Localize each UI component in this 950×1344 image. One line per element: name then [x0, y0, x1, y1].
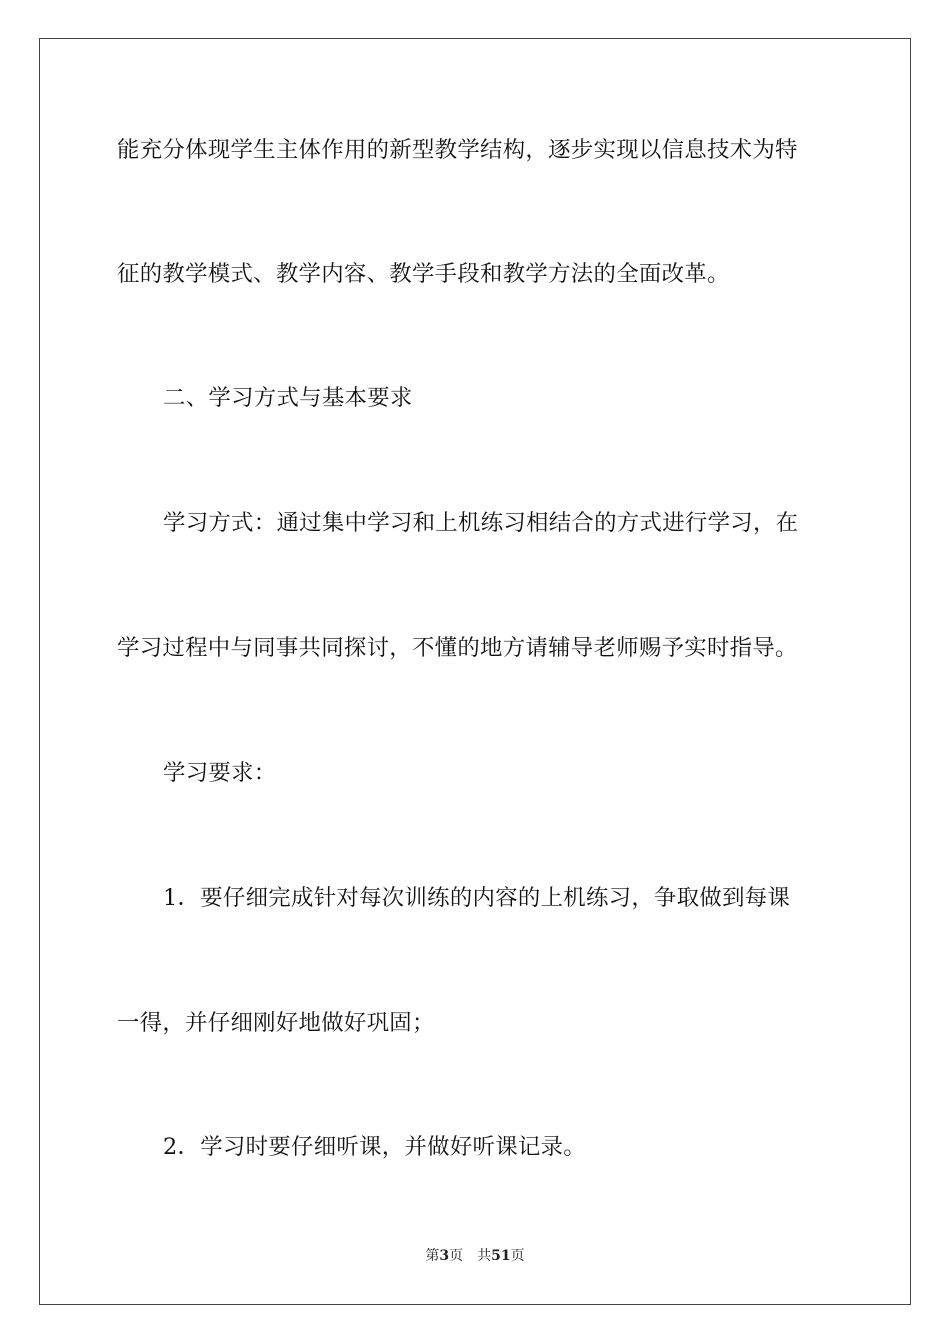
- body-line-4: 学习方式：通过集中学习和上机练习相结合的方式进行学习，在: [163, 510, 799, 536]
- body-line-8: 一得，并仔细刚好地做好巩固；: [117, 1010, 435, 1036]
- body-line-6: 学习要求：: [163, 760, 277, 786]
- footer-page-suffix: 页: [449, 1248, 464, 1264]
- footer-total-suffix: 页: [510, 1248, 525, 1264]
- page-frame: [39, 38, 911, 1305]
- footer-page-prefix: 第: [425, 1248, 440, 1264]
- section-heading: 二、学习方式与基本要求: [163, 385, 413, 411]
- body-line-5: 学习过程中与同事共同探讨，不懂的地方请辅导老师赐予实时指导。: [117, 635, 798, 661]
- body-line-2: 征的教学模式、教学内容、教学手段和教学方法的全面改革。: [117, 261, 730, 287]
- body-line-7: 1．要仔细完成针对每次训练的内容的上机练习，争取做到每课: [163, 885, 791, 911]
- footer-total-prefix: 共: [477, 1248, 492, 1264]
- footer-page-number: 3: [439, 1248, 450, 1264]
- footer-total-pages: 51: [491, 1248, 511, 1264]
- body-line-9: 2．学习时要仔细听课，并做好听课记录。: [163, 1134, 586, 1160]
- body-line-1: 能充分体现学生主体作用的新型教学结构，逐步实现以信息技术为特: [117, 137, 798, 163]
- page-footer: [0, 1247, 950, 1265]
